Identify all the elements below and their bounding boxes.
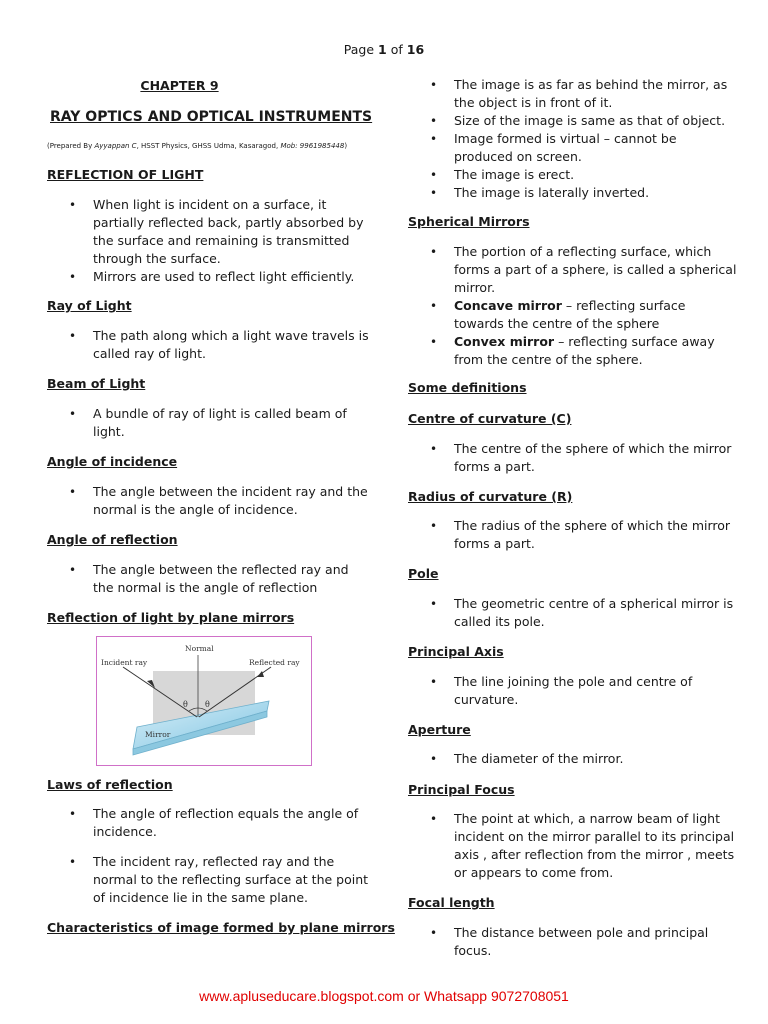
- concave-term: Concave mirror: [454, 298, 562, 313]
- focal-bullets: [408, 924, 738, 960]
- list-item: • The image is erect.: [408, 166, 738, 184]
- heading-centre-of-curvature: Centre of curvature (C): [408, 411, 572, 426]
- heading-some-definitions: Some definitions: [408, 380, 527, 395]
- incidence-bullets: [47, 483, 372, 519]
- list-item: • The centre of the sphere of which the mirror forms a part.: [408, 440, 738, 476]
- footer-link[interactable]: www.apluseducare.blogspot.com or Whatsapp 9072708051: [199, 988, 569, 1004]
- figure-theta-left: θ: [183, 700, 188, 709]
- list-item: • The incident ray, reflected ray and the normal to the reflecting surface at the point of incidence lie in the same plane.: [47, 853, 372, 907]
- figure-theta-right: θ: [205, 700, 210, 709]
- list-item: • The angle between the incident ray and the normal is the angle of incidence.: [47, 483, 372, 519]
- figure-label-normal: Normal: [185, 644, 214, 653]
- pole-bullets: [408, 595, 738, 631]
- chapter-label: CHAPTER 9: [140, 78, 219, 93]
- beam-bullets: [47, 405, 372, 441]
- heading-reflection-of-light: REFLECTION OF LIGHT: [47, 167, 204, 182]
- focus-bullets: [408, 810, 738, 882]
- list-item: • The geometric centre of a spherical mirror is called its pole.: [408, 595, 738, 631]
- heading-focal-length: Focal length: [408, 895, 495, 910]
- list-item: • A bundle of ray of light is called beam of light.: [47, 405, 372, 441]
- heading-angle-of-incidence: Angle of incidence: [47, 454, 178, 469]
- list-item: • The line joining the pole and centre of curvature.: [408, 673, 738, 709]
- heading-angle-of-reflection: Angle of reflection: [47, 532, 178, 547]
- list-item: • The portion of a reflecting surface, which forms a part of a sphere, is called a spherical mirror.: [408, 243, 738, 297]
- list-item: • The diameter of the mirror.: [408, 750, 738, 768]
- centre-bullets: [408, 440, 738, 476]
- list-item: • The image is laterally inverted.: [408, 184, 738, 202]
- convex-term: Convex mirror: [454, 334, 555, 349]
- aperture-bullets: [408, 750, 738, 768]
- radius-bullets: [408, 517, 738, 553]
- heading-ray-of-light: Ray of Light: [47, 298, 132, 313]
- heading-pole: Pole: [408, 566, 439, 581]
- list-item: • The angle between the reflected ray and the normal is the angle of reflection: [47, 561, 372, 597]
- heading-radius-of-curvature: Radius of curvature (R): [408, 489, 573, 504]
- list-item: • The distance between pole and principal focus.: [408, 924, 738, 960]
- convex-text: – reflecting surface away from the centre of the sphere.: [454, 334, 715, 367]
- heading-plane-mirrors: Reflection of light by plane mirrors: [47, 610, 295, 625]
- figure-label-mirror: Mirror: [145, 730, 171, 739]
- list-item: • The image is as far as behind the mirror, as the object is in front of it.: [408, 76, 738, 112]
- heading-characteristics: Characteristics of image formed by plane mirrors: [47, 920, 395, 935]
- laws-bullets: [47, 805, 372, 907]
- heading-principal-focus: Principal Focus: [408, 782, 515, 797]
- spherical-bullets: [408, 243, 738, 369]
- ray-bullets: [47, 327, 372, 363]
- heading-laws-of-reflection: Laws of reflection: [47, 777, 173, 792]
- figure-label-incident: Incident ray: [101, 658, 148, 667]
- list-item: • The point at which, a narrow beam of light incident on the mirror parallel to its principal axis , after reflection from the mirror , meets or appears to come from.: [408, 810, 738, 882]
- list-item: [408, 333, 738, 369]
- concave-text: – reflecting surface towards the centre of the sphere: [454, 298, 686, 331]
- list-item: • The radius of the sphere of which the mirror forms a part.: [408, 517, 738, 553]
- reflection-angle-bullets: [47, 561, 372, 597]
- plane-mirror-figure: [96, 636, 312, 766]
- list-item: • The angle of reflection equals the angle of incidence.: [47, 805, 372, 841]
- prepared-by: (Prepared By Ayyappan C, HSST Physics, GHSS Udma, Kasaragod, Mob: 9961985448): [47, 142, 348, 150]
- list-item: • Size of the image is same as that of object.: [408, 112, 738, 130]
- axis-bullets: [408, 673, 738, 709]
- heading-principal-axis: Principal Axis: [408, 644, 504, 659]
- list-item: [408, 297, 738, 333]
- reflection-bullets: [47, 196, 372, 286]
- page-number: Page 1 of 16: [343, 42, 425, 57]
- heading-spherical-mirrors: Spherical Mirrors: [408, 214, 530, 229]
- list-item: • When light is incident on a surface, it partially reflected back, partly absorbed by the surface and remaining is transmitted through the surface.: [47, 196, 372, 268]
- heading-beam-of-light: Beam of Light: [47, 376, 146, 391]
- list-item: • Mirrors are used to reflect light efficiently.: [47, 268, 372, 286]
- page-title: RAY OPTICS AND OPTICAL INSTRUMENTS: [50, 109, 373, 125]
- heading-aperture: Aperture: [408, 722, 471, 737]
- characteristics-bullets: [408, 76, 738, 202]
- figure-label-reflected: Reflected ray: [249, 658, 300, 667]
- list-item: • Image formed is virtual – cannot be produced on screen.: [408, 130, 738, 166]
- list-item: • The path along which a light wave travels is called ray of light.: [47, 327, 372, 363]
